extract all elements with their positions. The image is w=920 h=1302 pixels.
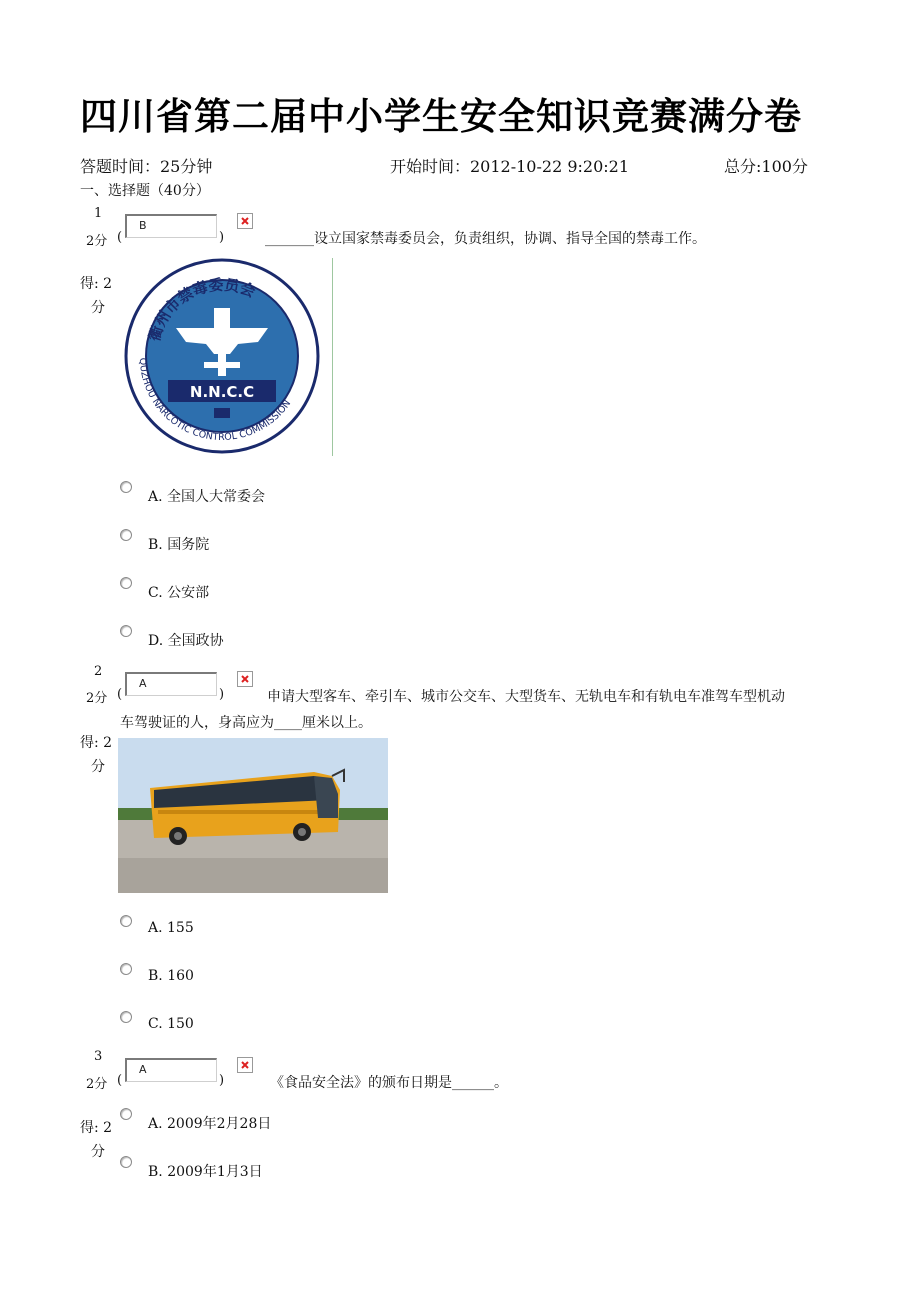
answer-field[interactable]: A bbox=[125, 1058, 217, 1082]
answer-field[interactable]: B bbox=[125, 214, 217, 238]
score-unit: 分 bbox=[91, 1144, 105, 1160]
question-number: 1 bbox=[94, 206, 103, 221]
option-label: C. 150 bbox=[148, 1016, 194, 1032]
close-paren: ) bbox=[219, 687, 225, 702]
radio-option[interactable] bbox=[120, 963, 132, 975]
total-score: 总分:100分 bbox=[724, 157, 808, 176]
radio-option[interactable] bbox=[120, 529, 132, 541]
open-paren: ( bbox=[117, 230, 123, 245]
close-paren: ) bbox=[219, 1073, 225, 1088]
radio-option[interactable] bbox=[120, 625, 132, 637]
option-label: A. 2009年2月28日 bbox=[148, 1116, 272, 1132]
broken-image-icon bbox=[237, 1057, 253, 1073]
answer-duration: 答题时间：25分钟 bbox=[80, 157, 213, 176]
start-time: 开始时间：2012-10-22 9:20:21 bbox=[390, 157, 630, 176]
radio-option[interactable] bbox=[120, 915, 132, 927]
radio-option[interactable] bbox=[120, 577, 132, 589]
open-paren: ( bbox=[117, 687, 123, 702]
bus-photo bbox=[118, 738, 388, 893]
logo-center-text: N.N.C.C bbox=[189, 383, 255, 401]
logo-arc-text-bottom: QUZHOU NARCOTIC CONTROL COMMISSION bbox=[136, 357, 294, 444]
option-label: A. 155 bbox=[148, 920, 194, 936]
question-text: 《食品安全法》的颁布日期是______。 bbox=[270, 1075, 508, 1091]
broken-image-icon bbox=[237, 213, 253, 229]
page-title: 四川省第二届中小学生安全知识竞赛满分卷 bbox=[80, 94, 802, 138]
question-text: _______设立国家禁毒委员会，负责组织，协调、指导全国的禁毒工作。 bbox=[265, 231, 706, 247]
broken-image-icon bbox=[237, 671, 253, 687]
score-label: 得: 2 bbox=[80, 276, 113, 292]
answer-field[interactable]: A bbox=[125, 672, 217, 696]
score-label: 得: 2 bbox=[80, 1120, 113, 1136]
radio-option[interactable] bbox=[120, 1156, 132, 1168]
option-label: D. 全国政协 bbox=[148, 633, 224, 649]
score-unit: 分 bbox=[91, 759, 105, 775]
section-heading: 一、选择题（40分） bbox=[80, 183, 210, 199]
question-text-line2: 车驾驶证的人，身高应为____厘米以上。 bbox=[120, 715, 372, 731]
open-paren: ( bbox=[117, 1073, 123, 1088]
question-points: 2分 bbox=[86, 234, 108, 249]
option-label: C. 公安部 bbox=[148, 585, 210, 601]
option-label: A. 全国人大常委会 bbox=[148, 489, 266, 505]
radio-option[interactable] bbox=[120, 1108, 132, 1120]
question-number: 3 bbox=[94, 1049, 103, 1064]
score-label: 得: 2 bbox=[80, 735, 113, 751]
radio-option[interactable] bbox=[120, 1011, 132, 1023]
narcotic-commission-logo bbox=[118, 258, 333, 456]
score-unit: 分 bbox=[91, 300, 105, 316]
close-paren: ) bbox=[219, 230, 225, 245]
question-points: 2分 bbox=[86, 1077, 108, 1092]
question-number: 2 bbox=[94, 664, 103, 679]
radio-option[interactable] bbox=[120, 481, 132, 493]
option-label: B. 160 bbox=[148, 968, 194, 984]
question-text-line1: 申请大型客车、牵引车、城市公交车、大型货车、无轨电车和有轨电车准驾车型机动 bbox=[267, 689, 785, 705]
option-label: B. 国务院 bbox=[148, 537, 210, 553]
logo-arc-text-top: 衢州市禁毒委员会 bbox=[145, 275, 258, 344]
question-points: 2分 bbox=[86, 691, 108, 706]
option-label: B. 2009年1月3日 bbox=[148, 1164, 263, 1180]
